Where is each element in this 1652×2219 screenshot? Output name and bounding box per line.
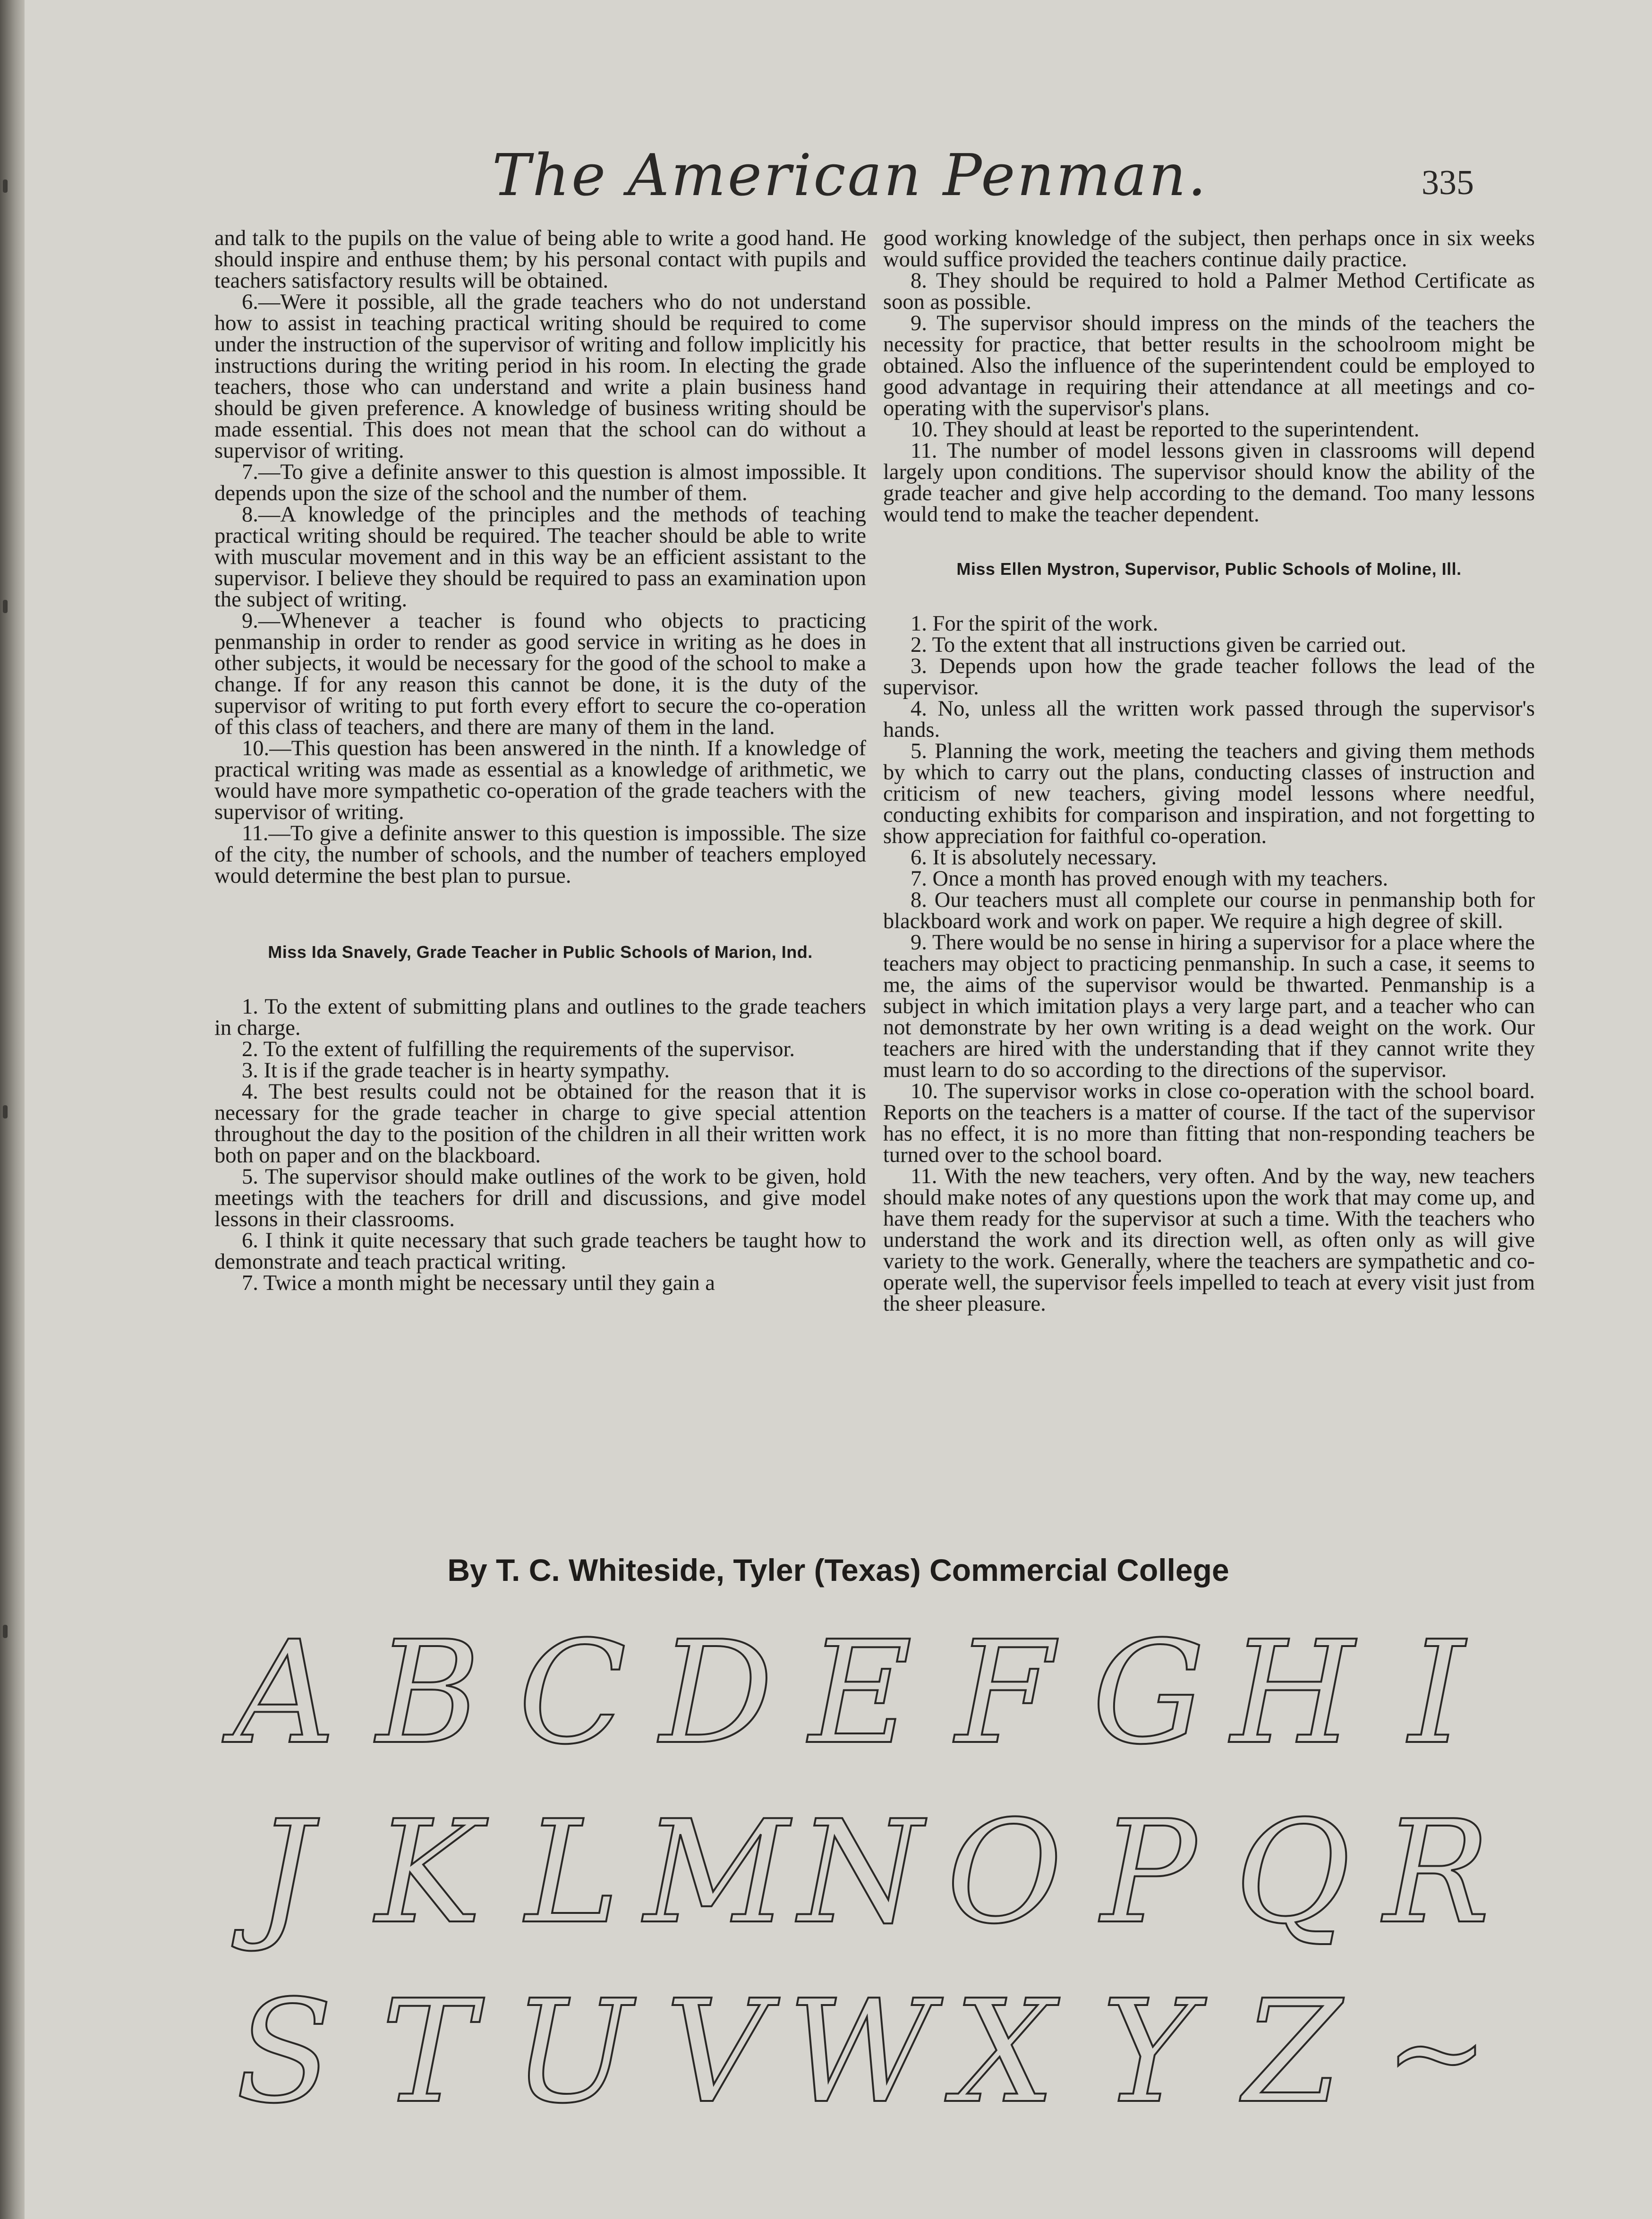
script-letter: R [1383, 1790, 1490, 1955]
script-letter: S [236, 1970, 333, 2134]
paragraph: 10.—This question has been answered in the ninth. If a knowledge of practical writing was made as essential as a knowledge of arithmetic, we would have more sympathetic co-operation of the grade teachers with the supervisor of writing. [214, 736, 866, 824]
list-item: 6. It is absolutely necessary. [911, 845, 1157, 870]
list-item: 11. With the new teachers, very often. And by the way, new teachers should make notes of any questions upon the work that may come up, and have them ready for the supervisor at such a time. With the teachers who understand the work and its direction well, as often only as will give variety to the work. Generally, where the teachers are sympathetic and co-operate well, the supervisor feels impelled to teach at every visit just from the sheer pleasure. [883, 1164, 1535, 1316]
script-letter: Z [1243, 1970, 1342, 2134]
list-item: 8. Our teachers must all complete our course in penmanship both for blackboard work and work on paper. We require a high degree of skill. [883, 888, 1535, 933]
paragraph: 8. They should be required to hold a Palmer Method Certificate as soon as possible. [883, 269, 1535, 314]
paragraph: 9.—Whenever a teacher is found who objects to practicing penmanship in order to render as good service in writing as he does in other subjects, it would be necessary for the good of the school to make a change. If for any reason this cannot be done, it is the duty of the supervisor of writing to put forth every effort to secure the co-operation of this class of teachers, and there are many of them in the land. [214, 609, 866, 739]
section-heading: Miss Ida Snavely, Grade Teacher in Public Schools of Marion, Ind. [268, 942, 813, 962]
script-letter: X [954, 1970, 1055, 2134]
list-item: 5. Planning the work, meeting the teachers and giving them methods by which to carry out the plans, conducting classes of instruction and criticism of new teachers, giving model lessons where needful, conducting exhibits for comparison and inspiration, and not forgetting to show appreciation for faithful co-operation. [883, 739, 1535, 848]
script-letter: H [1231, 1611, 1354, 1775]
script-capitals-row-3 [223, 1970, 1498, 2134]
list-item: 1. To the extent of submitting plans and outlines to the grade teachers in charge. [214, 995, 866, 1040]
binding-mark [3, 179, 8, 193]
list-item: 7. Twice a month might be necessary until they gain a [242, 1271, 715, 1295]
paragraph: 7.—To give a definite answer to this question is almost impossible. It depends upon the size of the school and the number of them. [214, 460, 866, 505]
paragraph: 10. They should at least be reported to the superintendent. [911, 418, 1420, 442]
list-item: 9. There would be no sense in hiring a supervisor for a place where the teachers may object to practicing penmanship. In such a case, it seems to me, the aims of the supervisor would be thwarted. Penmanship is a subject in which imitation plays a very large part, and a teacher who can not demonstrate by her own writing is a dead weight on the work. Our teachers are hired with the understanding that if they cannot write they must learn to do so according to the directions of the supervisor. [883, 930, 1535, 1082]
list-item: 3. Depends upon how the grade teacher follows the lead of the supervisor. [883, 654, 1535, 700]
paragraph: 8.—A knowledge of the principles and the methods of teaching practical writing should be required. The teacher should be able to write with muscular movement and in this way be an efficient assistant to the supervisor. I believe they should be required to pass an examination upon the subject of writing. [214, 503, 866, 612]
right-column [883, 228, 1535, 1314]
script-letter: P [1101, 1790, 1196, 1955]
script-flourish: ~ [1385, 1981, 1488, 2124]
masthead-title: The American Penman. [492, 142, 1208, 209]
script-capitals-row-2 [223, 1790, 1498, 1955]
script-letter: Q [1235, 1790, 1351, 1955]
script-letter: D [659, 1611, 774, 1775]
list-item: 2. To the extent of fulfilling the requirements of the supervisor. [242, 1037, 795, 1061]
script-letter: W [787, 1970, 934, 2134]
paragraph: 11.—To give a definite answer to this question is impossible. The size of the city, the number of schools, and the number of teachers employed would determine the best plan to pursue. [214, 821, 866, 888]
paragraph: 6.—Were it possible, all the grade teachers who do not understand how to assist in teaching practical writing should be required to come under the instruction of the supervisor of writing and follow implicitly his instructions during the writing period in his room. In electing the grade teachers, those who can understand and write a plain business hand should be given preference. A knowledge of business writing should be made essential. This does not mean that the school can do without a supervisor of writing. [214, 290, 866, 463]
script-letter: F [955, 1611, 1054, 1775]
binding-mark [3, 600, 8, 613]
script-letter: Y [1101, 1970, 1196, 2134]
page-number: 335 [1422, 163, 1474, 202]
script-letter: C [518, 1611, 627, 1775]
script-letter: N [798, 1790, 923, 1955]
list-item: 10. The supervisor works in close co-operation with the school board. Reports on the teachers is a matter of course. If the tact of the supervisor has no effect, it is no more than fitting that non-responding teachers be turned over to the school board. [883, 1079, 1535, 1167]
list-item: 5. The supervisor should make outlines of the work to be given, hold meetings with the teachers for drill and discussions, and give model lessons in their classrooms. [214, 1165, 866, 1231]
paragraph: good working knowledge of the subject, then perhaps once in six weeks would suffice provided the teachers continue daily practice. [883, 226, 1535, 272]
script-letter: L [525, 1790, 620, 1955]
list-item: 4. No, unless all the written work passed through the supervisor's hands. [883, 697, 1535, 742]
script-capitals-row-1 [223, 1611, 1498, 1775]
specimen-byline: By T. C. Whiteside, Tyler (Texas) Commercial College [447, 1553, 1229, 1587]
list-item: 4. The best results could not be obtained for the reason that it is necessary for the grade teacher in charge to give special attention throughout the day to the position of the children in all their written work both on paper and on the blackboard. [214, 1080, 866, 1168]
script-letter: O [946, 1790, 1063, 1955]
left-column [214, 228, 866, 1294]
script-letter: J [255, 1790, 313, 1955]
paragraph: 9. The supervisor should impress on the minds of the teachers the necessity for practice, that better results in the schoolroom might be obtained. Also the influence of the superintendent could be employed to good advantage in requiring their attendance at all meetings and co-operating with the supervisor's plans. [883, 311, 1535, 420]
list-item: 7. Once a month has proved enough with my teachers. [911, 867, 1388, 891]
script-letter: K [375, 1790, 482, 1955]
paragraph: 11. The number of model lessons given in classrooms will depend largely upon conditions. The supervisor should know the ability of the grade teacher and give help according to the demand. Too many lessons would tend to make the teacher dependent. [883, 439, 1535, 527]
binding-mark [3, 1105, 8, 1118]
script-letter: B [376, 1611, 481, 1775]
script-letter: I [1408, 1611, 1465, 1775]
magazine-page [25, 0, 1652, 2219]
script-letter: A [233, 1611, 336, 1775]
script-letter: M [644, 1790, 789, 1955]
script-letter: T [381, 1970, 476, 2134]
script-letter: U [512, 1970, 632, 2134]
script-letter: V [665, 1970, 768, 2134]
binding-mark [3, 1625, 8, 1638]
paragraph: and talk to the pupils on the value of being able to write a good hand. He should inspire and enthuse them; by his personal contact with pupils and teachers satisfactory results will be obtained. [214, 226, 866, 293]
list-item: 3. It is if the grade teacher is in hearty sympathy. [242, 1058, 670, 1083]
script-letter: G [1092, 1611, 1205, 1775]
list-item: 6. I think it quite necessary that such grade teachers be taught how to demonstrate and teach practical writing. [214, 1229, 866, 1274]
list-item: 1. For the spirit of the work. [911, 612, 1158, 636]
script-letter: E [809, 1611, 912, 1775]
list-item: 2. To the extent that all instructions given be carried out. [911, 633, 1406, 657]
section-heading: Miss Ellen Mystron, Supervisor, Public Schools of Moline, Ill. [956, 559, 1462, 579]
